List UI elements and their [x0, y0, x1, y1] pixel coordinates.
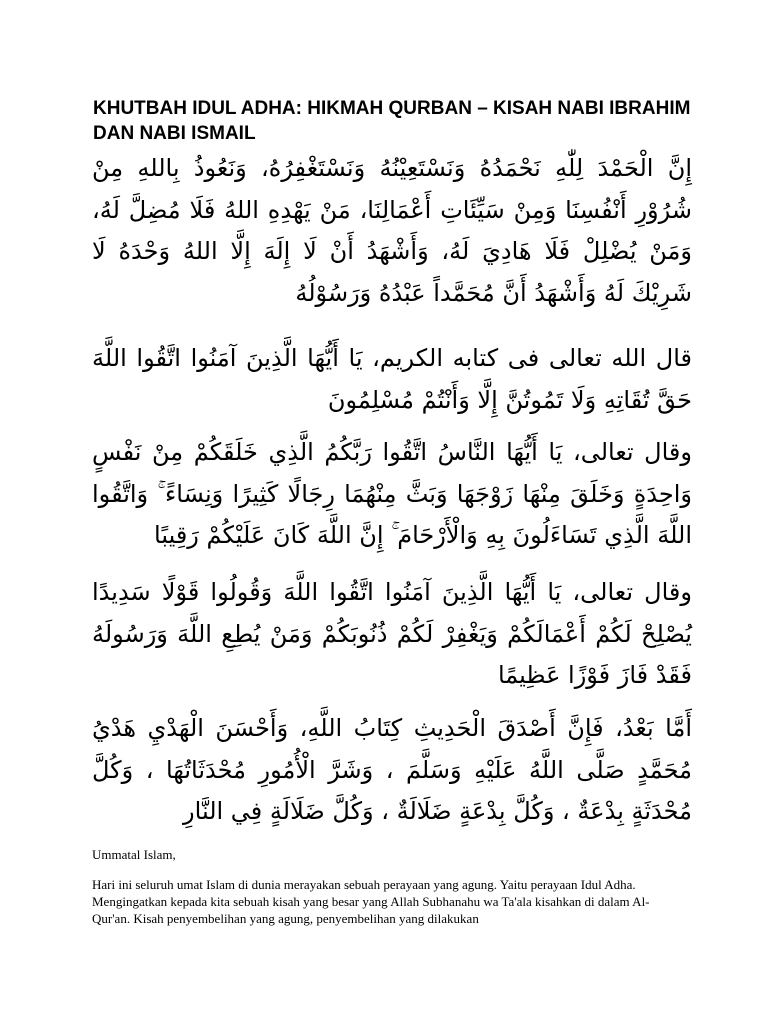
- arabic-verse-al-ahzab: وقال تعالى، يَا أَيُّهَا الَّذِينَ آمَنُوا اتَّقُوا اللَّهَ وَقُولُوا قَوْلًا سَدِيدًا يُصْلِحْ لَكُمْ أَعْمَالَكُمْ وَيَغْفِرْ لَكُمْ ذُنُوبَكُمْ وَمَنْ يُطِعِ اللَّهَ وَرَسُولَهُ فَقَدْ فَازَ فَوْزًا عَظِيمًا: [92, 578, 692, 689]
- arabic-verse-an-nisa: وقال تعالى، يَا أَيُّهَا النَّاسُ اتَّقُوا رَبَّكُمُ الَّذِي خَلَقَكُمْ مِنْ نَفْسٍ وَاحِدَةٍ وَخَلَقَ مِنْهَا زَوْجَهَا وَبَثَّ مِنْهُمَا رِجَالًا كَثِيرًا وَنِسَاءً ۚ وَاتَّقُوا اللَّهَ الَّذِي تَسَاءَلُونَ بِهِ وَالْأَرْحَامَ ۚ إِنَّ اللَّهَ كَانَ عَلَيْكُمْ رَقِيبًا: [92, 438, 692, 549]
- arabic-opening-praise: إِنَّ الْحَمْدَ لِلّٰهِ نَحْمَدُهُ وَنَسْتَعِيْنُهُ وَنَسْتَغْفِرُهُ، وَنَعُوذُ بِاللهِ مِنْ شُرُوْرِ أَنْفُسِنَا وَمِنْ سَيِّئَاتِ أَعْمَالِنَا، مَنْ يَهْدِهِ اللهُ فَلَا مُضِلَّ لَهُ، وَمَنْ يُضْلِلْ فَلَا هَادِيَ لَهُ، وَأَشْهَدُ أَنْ لَا إِلَهَ إِلَّا اللهُ وَحْدَهُ لَا شَرِيْكَ لَهُ وَأَشْهَدُ أَنَّ مُحَمَّداً عَبْدُهُ وَرَسُوْلُهُ: [92, 154, 692, 307]
- arabic-amma-bad: أَمَّا بَعْدُ، فَإِنَّ أَصْدَقَ الْحَدِيثِ كِتَابُ اللَّهِ، وَأَحْسَنَ الْهَدْيِ هَدْيُ مُحَمَّدٍ صَلَّى اللَّهُ عَلَيْهِ وَسَلَّمَ ، وَشَرَّ الْأُمُورِ مُحْدَثَاتُهَا ، وَكُلَّ مُحْدَثَةٍ بِدْعَةٌ ، وَكُلَّ بِدْعَةٍ ضَلَالَةٌ ، وَكُلَّ ضَلَالَةٍ فِي النَّارِ: [92, 714, 692, 825]
- greeting-text: Ummatal Islam,: [92, 847, 176, 862]
- arabic-verse-ali-imran: قال الله تعالى فى كتابه الكريم، يَا أَيُّهَا الَّذِينَ آمَنُوا اتَّقُوا اللَّهَ حَقَّ تُقَاتِهِ وَلَا تَمُوتُنَّ إِلَّا وَأَنْتُمْ مُسْلِمُونَ: [92, 344, 692, 414]
- body-paragraph: Hari ini seluruh umat Islam di dunia merayakan sebuah perayaan yang agung. Yaitu perayaan Idul Adha. Mengingatkan kepada kita sebuah kisah yang besar yang Allah Subhanahu wa Ta'ala kisahkan di dalam Al-Qur'an. Kisah penyembelihan yang agung, penyembelihan yang dilakukan: [92, 877, 650, 926]
- document-title: KHUTBAH IDUL ADHA: HIKMAH QURBAN – KISAH NABI IBRAHIM DAN NABI ISMAIL: [93, 98, 691, 144]
